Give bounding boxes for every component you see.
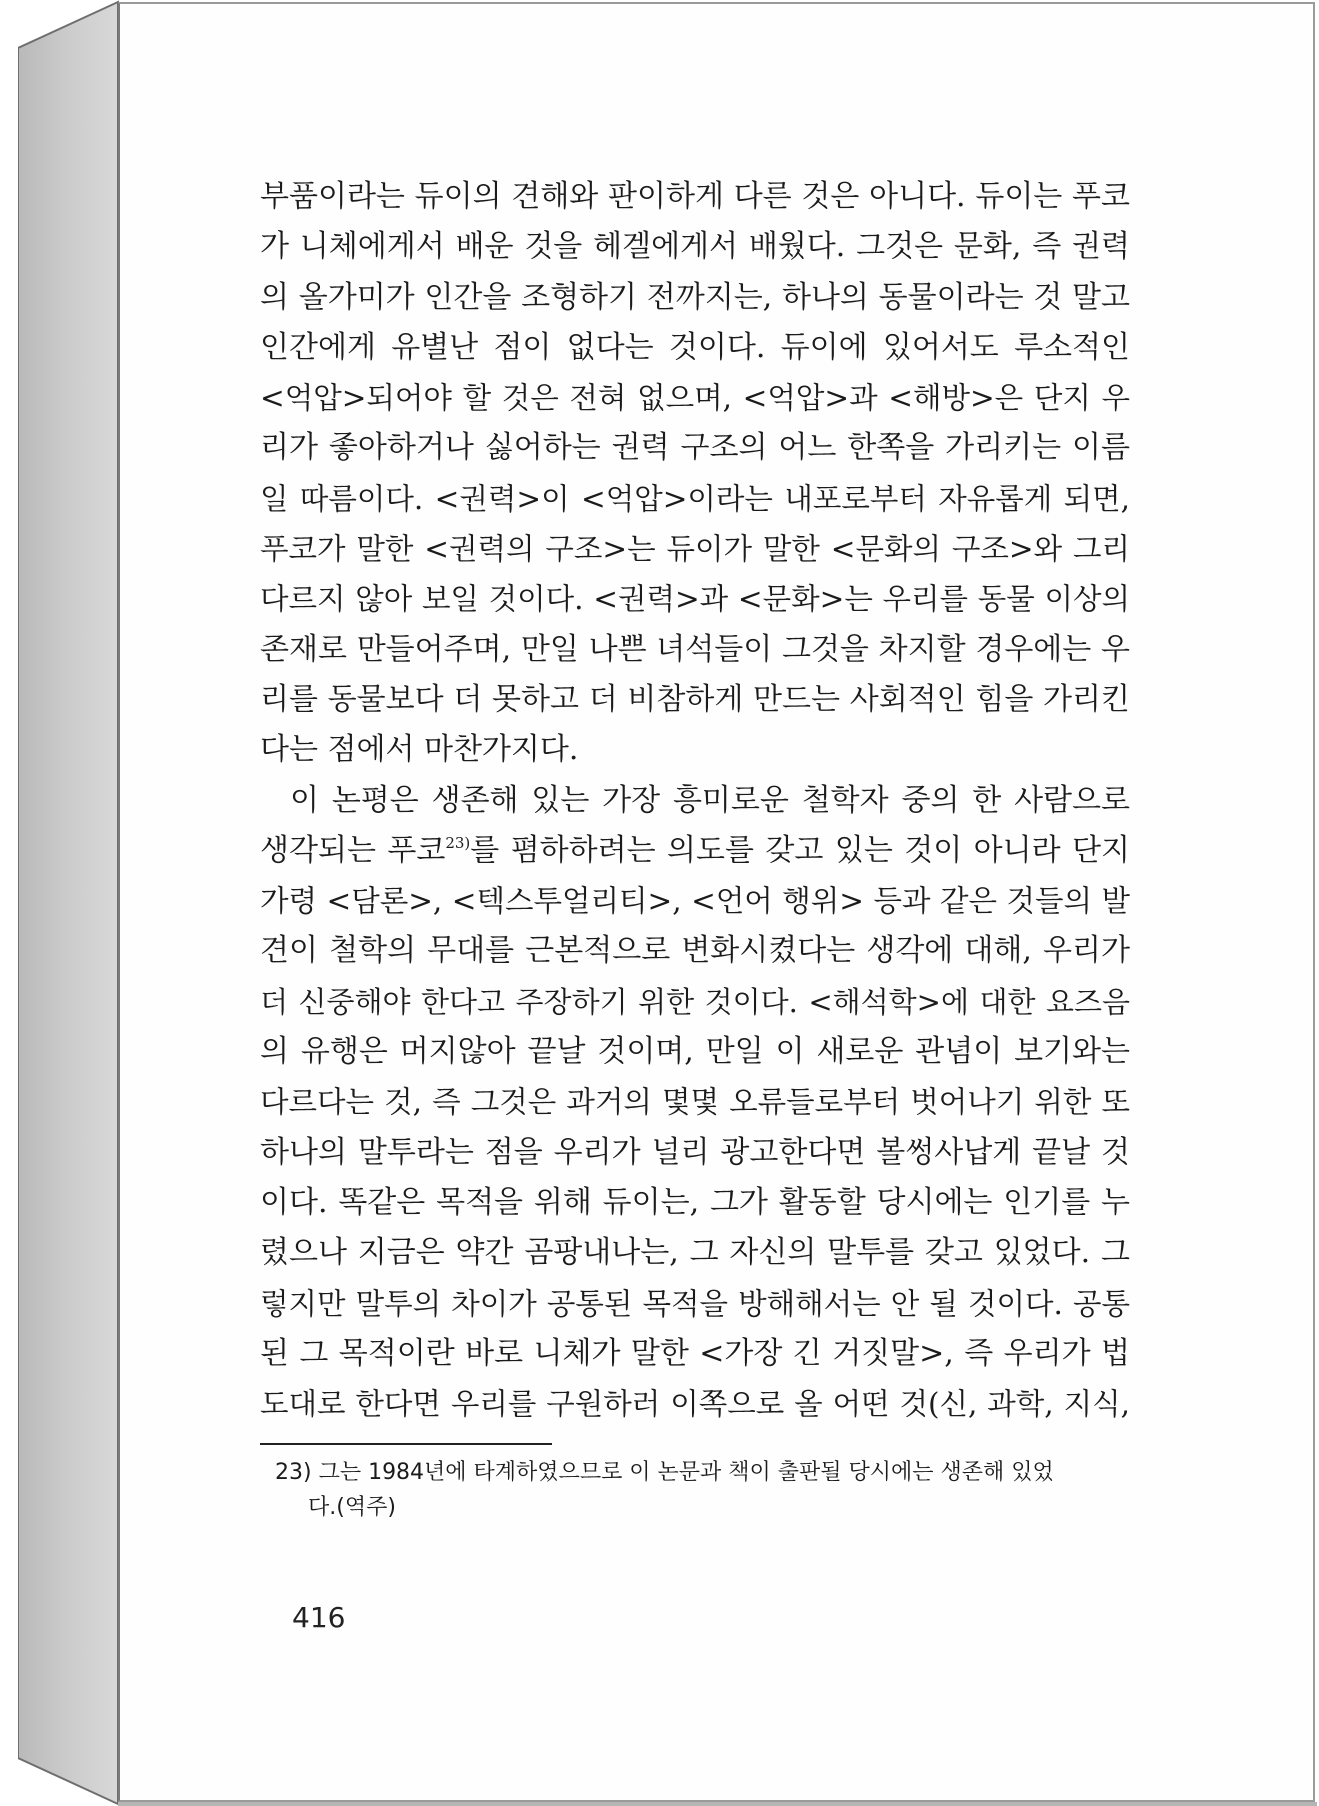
footnote-divider bbox=[260, 1443, 552, 1445]
text-line: 푸코가 말한 <권력의 구조>는 듀이가 말한 <문화의 구조>와 그리 bbox=[260, 532, 1130, 567]
text-line: 렸으나 지금은 약간 곰팡내나는, 그 자신의 말투를 갖고 있었다. 그 bbox=[260, 1235, 1130, 1271]
text-line: 도대로 한다면 우리를 구원하러 이쪽으로 올 어떤 것(신, 과학, 지식, bbox=[260, 1387, 1130, 1422]
text-line: 가 니체에게서 배운 것을 헤겔에게서 배웠다. 그것은 문화, 즉 권력 bbox=[260, 229, 1130, 265]
text-line: 리를 동물보다 더 못하고 더 비참하게 만드는 사회적인 힘을 가리킨 bbox=[260, 681, 1130, 717]
text-line: 이다. 똑같은 목적을 위해 듀이는, 그가 활동할 당시에는 인기를 누 bbox=[260, 1184, 1130, 1220]
text-line: 일 따름이다. <권력>이 <억압>이라는 내포로부터 자유롭게 되면, bbox=[260, 481, 1130, 516]
text-line: 더 신중해야 한다고 주장하기 위한 것이다. <해석학>에 대한 요즈음 bbox=[260, 984, 1130, 1019]
text-line: 의 올가미가 인간을 조형하기 전까지는, 하나의 동물이라는 것 말고 bbox=[260, 279, 1130, 315]
page-number: 416 bbox=[292, 1601, 346, 1634]
text-line: 하나의 말투라는 점을 우리가 널리 광고한다면 볼썽사납게 끝날 것 bbox=[260, 1134, 1130, 1170]
book-spine bbox=[18, 0, 122, 1806]
text-line: 견이 철학의 무대를 근본적으로 변화시켰다는 생각에 대해, 우리가 bbox=[260, 933, 1130, 969]
footnote-reference: 23) bbox=[445, 833, 471, 852]
text-line: 의 유행은 머지않아 끝날 것이며, 만일 이 새로운 관념이 보기와는 bbox=[260, 1034, 1130, 1070]
text-line: 가령 <담론>, <텍스투얼리티>, <언어 행위> 등과 같은 것들의 발 bbox=[260, 884, 1130, 919]
text-line: 리가 좋아하거나 싫어하는 권력 구조의 어느 한쪽을 가리키는 이름 bbox=[260, 430, 1130, 466]
text-line-with-footnote bbox=[260, 826, 1130, 876]
text-line: 존재로 만들어주며, 만일 나쁜 녀석들이 그것을 차지할 경우에는 우 bbox=[260, 631, 1130, 667]
paragraph-start-line: 이 논평은 생존해 있는 가장 흥미로운 철학자 중의 한 사람으로 bbox=[290, 782, 1130, 818]
footnote-line: 다.(역주) bbox=[308, 1495, 396, 1520]
text-line: 부품이라는 듀이의 견해와 판이하게 다른 것은 아니다. 듀이는 푸코 bbox=[260, 179, 1130, 214]
text-line: 된 그 목적이란 바로 니체가 말한 <가장 긴 거짓말>, 즉 우리가 법 bbox=[260, 1335, 1130, 1371]
footnote-line: 23) 그는 1984년에 타계하였으므로 이 논문과 책이 출판될 당시에는 생존해 있었 bbox=[275, 1460, 1054, 1485]
text-line: 인간에게 유별난 점이 없다는 것이다. 듀이에 있어서도 루소적인 bbox=[260, 329, 1130, 365]
body-text bbox=[260, 172, 1130, 1429]
text-segment: 생각되는 푸코 bbox=[260, 832, 446, 868]
footnote bbox=[275, 1455, 1130, 1525]
text-segment: 를 폄하하려는 의도를 갖고 있는 것이 아니라 단지 bbox=[470, 832, 1130, 868]
text-line: <억압>되어야 할 것은 전혀 없으며, <억압>과 <해방>은 단지 우 bbox=[260, 381, 1130, 416]
text-line: 다르다는 것, 즉 그것은 과거의 몇몇 오류들로부터 벗어나기 위한 또 bbox=[260, 1085, 1130, 1120]
text-line: 다는 점에서 마찬가지다. bbox=[260, 732, 579, 768]
page-bottom-edge bbox=[118, 1802, 1317, 1806]
text-line: 렇지만 말투의 차이가 공통된 목적을 방해해서는 안 될 것이다. 공통 bbox=[260, 1286, 1130, 1321]
text-line: 다르지 않아 보일 것이다. <권력>과 <문화>는 우리를 동물 이상의 bbox=[260, 582, 1130, 617]
